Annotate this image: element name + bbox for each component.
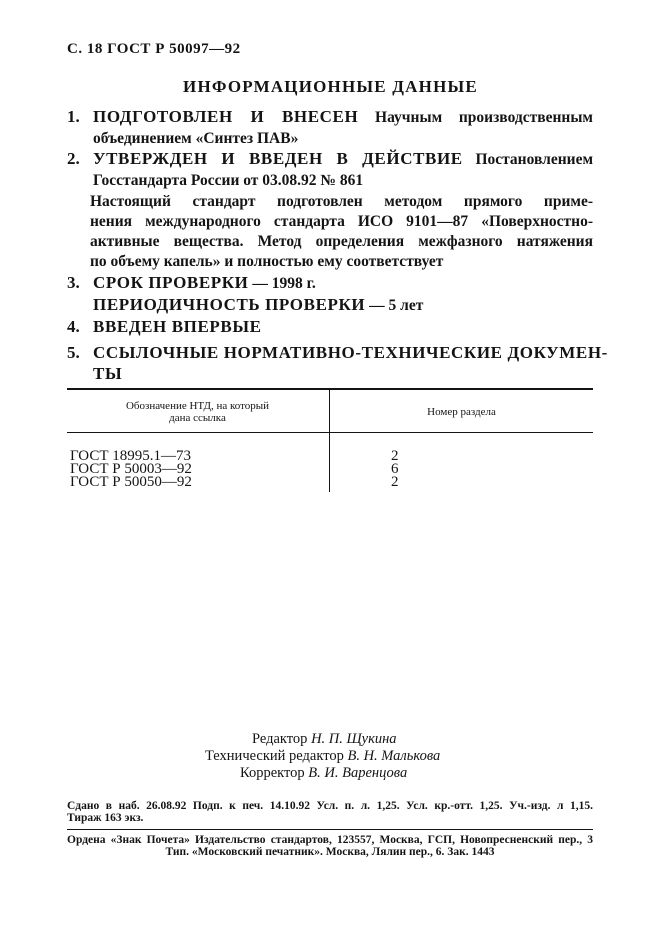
section-number: 4. [67,317,80,336]
publisher-line1: Ордена «Знак Почета» Издательство стандартов, 123557, Москва, ГСП, Новопресненский пер., 3 [67,834,593,846]
section-3-text1: — 1998 г. [252,275,316,292]
section-1-line1 [93,106,593,128]
credit-tech-editor: Технический редактор В. Н. Малькова [205,748,441,764]
publisher-line2: Тип. «Московский печатник». Москва, Лялин пер., 6. Зак. 1443 [165,846,495,858]
page-title: ИНФОРМАЦИОННЫЕ ДАННЫЕ [183,77,478,96]
table-header-designation: Обозначение НТД, на который дана ссылка [125,400,270,424]
section-4 [67,316,593,338]
standard-note-line3: активные вещества. Метод определения межфазного натяжения [90,233,593,250]
print-info-line2: Тираж 163 экз. [67,812,144,824]
standard-note-line2: нения международного стандарта ИСО 9101—87 «Поверхностно- [90,213,593,230]
section-2-line1 [93,148,593,170]
section-5-line1: ССЫЛОЧНЫЕ НОРМАТИВНО-ТЕХНИЧЕСКИЕ ДОКУМЕН- [93,343,608,362]
section-1-line2: объединением «Синтез ПАВ» [93,130,299,147]
table-cell-doc: ГОСТ 18995.1—73 [70,448,191,464]
section-1-caps: ПОДГОТОВЛЕН И ВНЕСЕН [93,107,359,126]
table-cell-doc: ГОСТ Р 50003—92 [70,461,192,477]
table-cell-doc: ГОСТ Р 50050—92 [70,474,192,490]
footer-rule [67,829,593,830]
section-3-text2: — 5 лет [369,297,424,314]
section-5 [67,342,608,386]
section-3-caps1: СРОК ПРОВЕРКИ [93,273,249,292]
print-info-line1: Сдано в наб. 26.08.92 Подп. к печ. 14.10.92 Усл. п. л. 1,25. Усл. кр.-отт. 1,25. Уч.-изд. л 1,15. [67,800,593,812]
table-cell-section: 2 [391,474,399,490]
section-3-caps2: ПЕРИОДИЧНОСТЬ ПРОВЕРКИ [93,295,366,314]
section-1-text: Научным производственным [375,109,593,126]
table-header-section: Номер раздела [427,406,496,418]
credit-editor: Редактор Н. П. Щукина [252,731,397,747]
section-number: 3. [67,273,80,292]
table-cell-section: 6 [391,461,399,477]
standard-note-line1: Настоящий стандарт подготовлен методом прямого приме- [90,193,593,210]
section-2 [67,148,593,190]
section-1 [67,106,593,148]
publisher-info [67,834,593,858]
table-row [70,475,192,490]
section-2-caps: УТВЕРЖДЕН И ВВЕДЕН В ДЕЙСТВИЕ [93,149,463,168]
print-info [67,800,593,824]
section-number: 2. [67,149,80,168]
standard-note-line4: по объему капель» и полностью ему соответствует [90,253,444,270]
section-3 [67,272,593,316]
section-number: 1. [67,107,80,126]
section-2-line2: Госстандарта России от 03.08.92 № 861 [93,172,364,189]
credit-corrector: Корректор В. И. Варенцова [240,765,408,781]
section-4-caps: ВВЕДЕН ВПЕРВЫЕ [93,317,262,336]
table-header-rule [67,432,593,433]
section-3-line2 [93,294,593,316]
section-number: 5. [67,343,80,362]
section-2-text: Постановлением [475,151,594,168]
standard-note [90,192,593,272]
table-top-rule [67,388,593,390]
section-3-line1 [93,272,593,294]
table-cell-section: 2 [391,448,399,464]
page-header: С. 18 ГОСТ Р 50097—92 [67,41,241,57]
section-5-line2: ТЫ [93,364,123,383]
